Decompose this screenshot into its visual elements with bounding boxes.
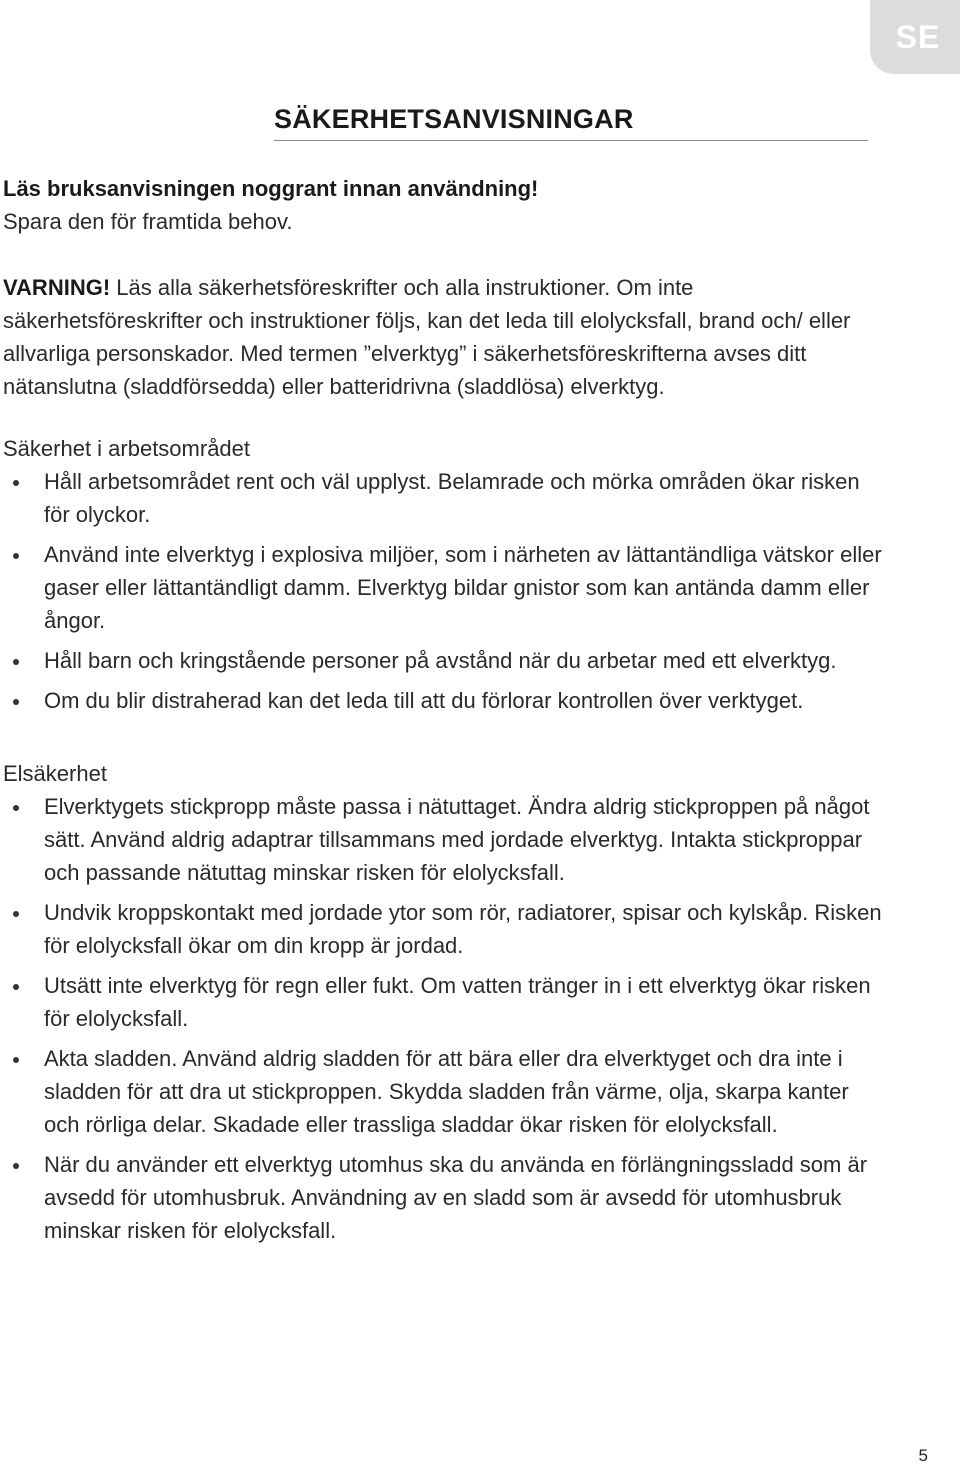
- section-heading-work-area: Säkerhet i arbetsområdet: [3, 436, 251, 461]
- page-number: 5: [918, 1446, 928, 1465]
- main-content: [3, 172, 883, 1254]
- bullet-icon: [13, 911, 19, 917]
- intro-strong-line: Läs bruksanvisningen noggrant innan användning!: [3, 176, 539, 201]
- list-item: [3, 1042, 883, 1141]
- warning-text: Läs alla säkerhetsföreskrifter och alla instruktioner. Om inte säkerhetsföreskrifter och instruktioner följs, kan det leda till elolycksfall, brand och/ eller allvarliga personskador. Med termen ”elverktyg” i säkerhetsföreskrifterna avses ditt nätanslutna (sladdförsedda) eller batteridrivna (sladdlösa) elverktyg.: [3, 275, 851, 399]
- warning-paragraph: [3, 271, 883, 403]
- page-title: SÄKERHETSANVISNINGAR: [274, 104, 634, 134]
- spacer: [3, 403, 883, 432]
- intro-line-2: Spara den för framtida behov.: [3, 209, 293, 234]
- section-heading-electrical-safety: Elsäkerhet: [3, 761, 107, 786]
- bullet-icon: [13, 699, 19, 705]
- warning-label: VARNING!: [3, 275, 111, 300]
- work-area-list: [3, 465, 883, 717]
- list-item-text: När du använder ett elverktyg utomhus ska du använda en förlängningssladd som är avsedd för utomhusbruk. Användning av en sladd som är avsedd för utomhusbruk minskar risken för elolycksfall.: [44, 1152, 868, 1243]
- language-tab: SE: [870, 0, 960, 74]
- bullet-icon: [13, 553, 19, 559]
- list-item-text: Om du blir distraherad kan det leda till att du förlorar kontrollen över verktyget.: [44, 688, 804, 713]
- list-item-text: Akta sladden. Använd aldrig sladden för att bära eller dra elverktyget och dra inte i sladden för att dra ut stickproppen. Skydda sladden från värme, olja, skarpa kanter och rörliga delar. Skadade eller trassliga sladdar ökar risken för elolycksfall.: [44, 1046, 849, 1137]
- bullet-icon: [13, 984, 19, 990]
- spacer: [3, 724, 883, 757]
- list-item: [3, 1148, 883, 1247]
- list-item-text: Undvik kroppskontakt med jordade ytor som rör, radiatorer, spisar och kylskåp. Risken för elolycksfall ökar om din kropp är jordad.: [44, 900, 882, 958]
- bullet-icon: [13, 480, 19, 486]
- bullet-icon: [13, 1057, 19, 1063]
- bullet-icon: [13, 805, 19, 811]
- bullet-icon: [13, 1163, 19, 1169]
- list-item: [3, 896, 883, 962]
- electrical-safety-list: [3, 790, 883, 1247]
- list-item-text: Håll barn och kringstående personer på avstånd när du arbetar med ett elverktyg.: [44, 648, 837, 673]
- title-divider: [274, 140, 868, 141]
- list-item: [3, 969, 883, 1035]
- spacer: [3, 238, 883, 271]
- list-item: [3, 644, 883, 677]
- list-item: [3, 465, 883, 531]
- list-item-text: Använd inte elverktyg i explosiva miljöer, som i närheten av lättantändliga vätskor eller gaser eller lättantändligt damm. Elverktyg bildar gnistor som kan antända damm eller ångor.: [44, 542, 882, 633]
- list-item-text: Håll arbetsområdet rent och väl upplyst. Belamrade och mörka områden ökar risken för olyckor.: [44, 469, 860, 527]
- list-item: [3, 684, 883, 717]
- list-item: [3, 790, 883, 889]
- list-item: [3, 538, 883, 637]
- bullet-icon: [13, 659, 19, 665]
- list-item-text: Elverktygets stickpropp måste passa i nätuttaget. Ändra aldrig stickproppen på något sätt. Använd aldrig adaptrar tillsammans med jordade elverktyg. Intakta stickproppar och passande nätuttag minskar risken för elolycksfall.: [44, 794, 870, 885]
- list-item-text: Utsätt inte elverktyg för regn eller fukt. Om vatten tränger in i ett elverktyg ökar risken för elolycksfall.: [44, 973, 871, 1031]
